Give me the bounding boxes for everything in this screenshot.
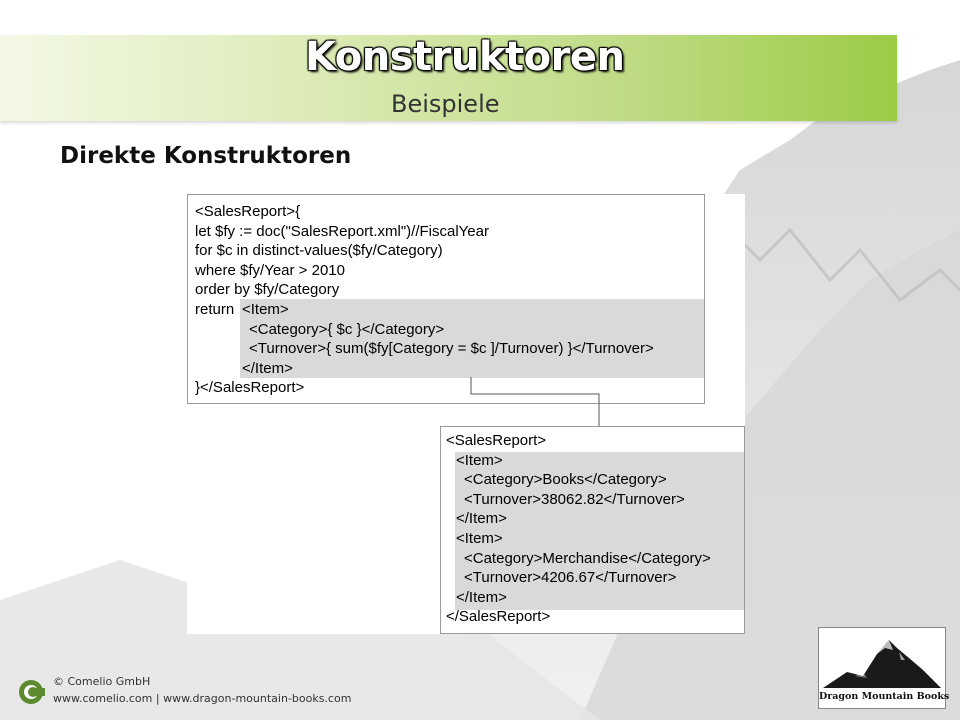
mountain-icon [819, 630, 945, 690]
result-line: <Item> [456, 530, 503, 547]
query-line: <Turnover>{ sum($fy[Category = $c ]/Turnover) }</Turnover> [249, 340, 654, 358]
code-diagram [187, 194, 745, 634]
query-line: let $fy := doc("SalesReport.xml")//FiscalYear [195, 222, 489, 240]
slide-subtitle: Beispiele [391, 90, 500, 118]
query-line: order by $fy/Category [195, 281, 340, 299]
result-line: <Category>Books</Category> [464, 471, 667, 489]
query-line: }</SalesReport> [195, 379, 305, 397]
result-line: <Turnover>4206.67</Turnover> [464, 569, 677, 587]
result-line: <Turnover>38062.82</Turnover> [464, 490, 685, 508]
query-line: <SalesReport>{ [195, 203, 301, 220]
dragon-mountain-books-logo [818, 627, 950, 709]
query-line: <Item> [242, 301, 289, 318]
slide-title: Konstruktoren [305, 34, 625, 80]
query-line: return [195, 301, 239, 318]
brand-name: Dragon Mountain Books [819, 691, 950, 702]
result-line: </SalesReport> [446, 608, 551, 626]
query-line: for $c in distinct-values($fy/Category) [195, 242, 443, 260]
result-line: </Item> [456, 510, 507, 528]
query-line: </Item> [242, 359, 293, 377]
footer-company: © Comelio GmbH [53, 675, 151, 688]
result-line: <Category>Merchandise</Category> [464, 549, 711, 567]
query-line: where $fy/Year > 2010 [195, 261, 345, 279]
xml-result-box [440, 426, 745, 634]
query-line: <Category>{ $c }</Category> [249, 320, 445, 338]
section-heading: Direkte Konstruktoren [60, 143, 352, 169]
footer-links[interactable]: www.comelio.com | www.dragon-mountain-books.com [53, 692, 352, 705]
result-line: </Item> [456, 588, 507, 606]
result-line: <SalesReport> [446, 432, 547, 449]
result-line: <Item> [456, 451, 503, 469]
comelio-logo-icon [18, 679, 46, 705]
